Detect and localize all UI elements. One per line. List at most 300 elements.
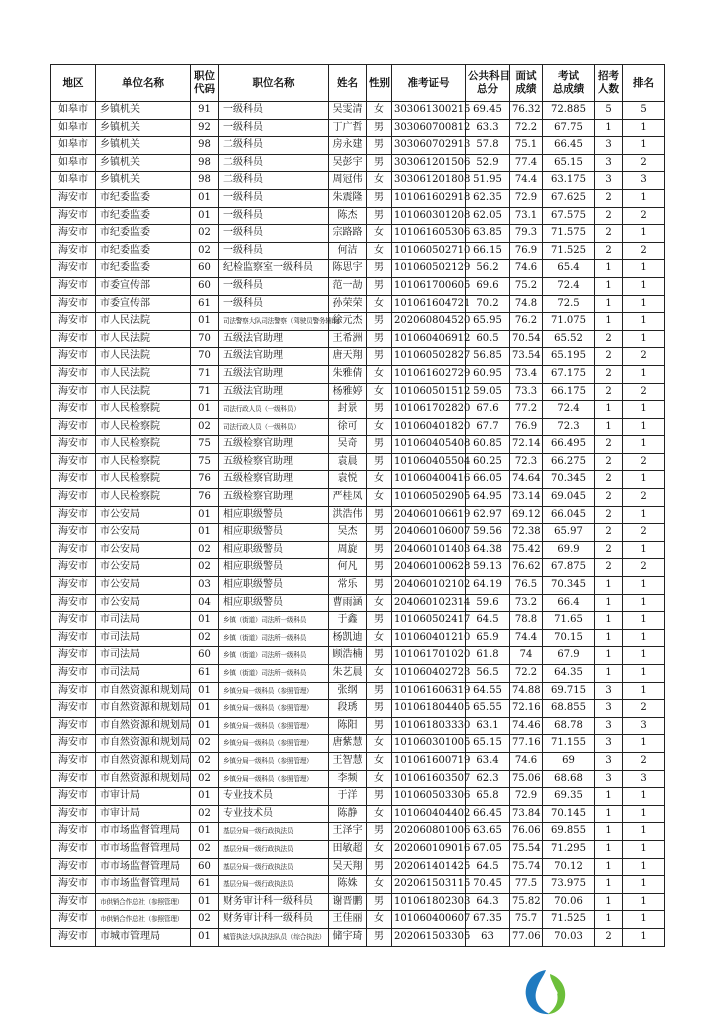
cell-interview-score: 75.06 [510, 770, 543, 788]
column-header-text: 准考证号 [407, 76, 450, 89]
cell-total-score: 70.145 [543, 805, 595, 823]
cell-rank: 1 [623, 119, 665, 137]
cell-quota: 2 [595, 559, 623, 577]
cell-position-code: 02 [191, 242, 219, 260]
cell-candidate-name: 严桂凤 [329, 489, 367, 507]
cell-position-code: 01 [191, 788, 219, 806]
cell-unit-name: 市审计局 [96, 788, 191, 806]
cell-position-name: 一级科员 [219, 277, 329, 295]
cell-region: 海安市 [51, 893, 96, 911]
cell-total-score: 70.15 [543, 629, 595, 647]
cell-rank: 1 [623, 313, 665, 331]
cell-region: 海安市 [51, 823, 96, 841]
score-table [50, 64, 665, 947]
cell-position-name: 乡镇（街道）司法所一级科员 [219, 665, 329, 683]
cell-written-score: 64.5 [466, 612, 510, 630]
cell-region: 海安市 [51, 629, 96, 647]
cell-written-score: 64.38 [466, 541, 510, 559]
cell-candidate-name: 吴天翔 [329, 858, 367, 876]
cell-exam-number: 101061700605 [392, 277, 466, 295]
cell-quota: 3 [595, 154, 623, 172]
cell-interview-score: 72.16 [510, 700, 543, 718]
cell-quota: 2 [595, 436, 623, 454]
column-header-text: 考试 [558, 70, 579, 82]
cell-unit-name: 市委宣传部 [96, 277, 191, 295]
cell-quota: 3 [595, 717, 623, 735]
cell-total-score: 69.045 [543, 489, 595, 507]
cell-gender: 男 [367, 330, 392, 348]
cell-candidate-name: 朱雅倩 [329, 365, 367, 383]
cell-unit-name: 市自然资源和规划局 [96, 735, 191, 753]
cell-exam-number: 101060502827 [392, 348, 466, 366]
column-header [219, 65, 329, 102]
cell-rank: 1 [623, 506, 665, 524]
cell-gender: 男 [367, 524, 392, 542]
cell-quota: 2 [595, 489, 623, 507]
cell-total-score: 63.175 [543, 172, 595, 190]
cell-written-score: 64.3 [466, 893, 510, 911]
cell-rank: 1 [623, 225, 665, 243]
cell-exam-number: 101060502129 [392, 260, 466, 278]
cell-candidate-name: 陈静 [329, 805, 367, 823]
cell-total-score: 71.575 [543, 225, 595, 243]
cell-exam-number: 204060106619 [392, 506, 466, 524]
cell-position-name: 基层分局一级行政执法员 [219, 840, 329, 858]
cell-region: 海安市 [51, 805, 96, 823]
cell-quota: 1 [595, 277, 623, 295]
cell-region: 海安市 [51, 260, 96, 278]
cell-region: 海安市 [51, 541, 96, 559]
cell-rank: 1 [623, 911, 665, 929]
cell-interview-score: 73.1 [510, 207, 543, 225]
cell-interview-score: 73.84 [510, 805, 543, 823]
cell-unit-name: 市纪委监委 [96, 242, 191, 260]
cell-gender: 男 [367, 858, 392, 876]
cell-position-name: 相应职级警员 [219, 506, 329, 524]
cell-position-name: 乡镇分局一级科员（参照管理） [219, 752, 329, 770]
cell-total-score: 66.175 [543, 383, 595, 401]
cell-written-score: 60.5 [466, 330, 510, 348]
cell-interview-score: 77.16 [510, 735, 543, 753]
column-header-text: 排名 [633, 76, 654, 89]
cell-rank: 1 [623, 665, 665, 683]
cell-interview-score: 76.9 [510, 242, 543, 260]
cell-rank: 1 [623, 876, 665, 894]
cell-rank: 1 [623, 735, 665, 753]
cell-unit-name: 市纪委监委 [96, 189, 191, 207]
cell-written-score: 69.45 [466, 102, 510, 120]
cell-region: 海安市 [51, 489, 96, 507]
cell-exam-number: 101061802303 [392, 893, 466, 911]
cell-gender: 男 [367, 577, 392, 595]
cell-candidate-name: 谢晋鹏 [329, 893, 367, 911]
cell-position-name: 五级法官助理 [219, 348, 329, 366]
cell-position-code: 01 [191, 524, 219, 542]
table-row [51, 752, 665, 770]
cell-candidate-name: 丁广哲 [329, 119, 367, 137]
cell-unit-name: 市委宣传部 [96, 295, 191, 313]
column-header-text: 招考 [598, 70, 619, 82]
cell-position-code: 75 [191, 436, 219, 454]
column-header-text: 地区 [62, 76, 84, 89]
cell-region: 海安市 [51, 189, 96, 207]
table-row [51, 365, 665, 383]
cell-gender: 男 [367, 207, 392, 225]
cell-gender: 男 [367, 506, 392, 524]
cell-unit-name: 市人民法院 [96, 383, 191, 401]
cell-gender: 女 [367, 911, 392, 929]
cell-written-score: 62.35 [466, 189, 510, 207]
cell-region: 海安市 [51, 453, 96, 471]
cell-written-score: 63.85 [466, 225, 510, 243]
cell-position-name: 一级科员 [219, 119, 329, 137]
cell-written-score: 65.8 [466, 788, 510, 806]
cell-candidate-name: 房永建 [329, 137, 367, 155]
cell-rank: 1 [623, 418, 665, 436]
cell-rank: 1 [623, 277, 665, 295]
cell-position-code: 60 [191, 260, 219, 278]
cell-position-name: 一级科员 [219, 295, 329, 313]
table-row [51, 453, 665, 471]
cell-gender: 男 [367, 788, 392, 806]
cell-written-score: 63.4 [466, 752, 510, 770]
cell-total-score: 73.975 [543, 876, 595, 894]
cell-total-score: 71.155 [543, 735, 595, 753]
cell-position-name: 相应职级警员 [219, 541, 329, 559]
cell-position-code: 61 [191, 876, 219, 894]
cell-position-code: 98 [191, 137, 219, 155]
cell-region: 海安市 [51, 840, 96, 858]
cell-interview-score: 76.06 [510, 823, 543, 841]
column-header [329, 65, 367, 102]
cell-total-score: 65.97 [543, 524, 595, 542]
cell-written-score: 60.95 [466, 365, 510, 383]
cell-position-code: 61 [191, 295, 219, 313]
cell-position-code: 01 [191, 506, 219, 524]
cell-interview-score: 74.8 [510, 295, 543, 313]
cell-written-score: 62.97 [466, 506, 510, 524]
score-document [50, 64, 664, 947]
table-row [51, 770, 665, 788]
cell-total-score: 69.855 [543, 823, 595, 841]
cell-total-score: 67.9 [543, 647, 595, 665]
cell-rank: 1 [623, 594, 665, 612]
cell-exam-number: 101061803330 [392, 717, 466, 735]
cell-region: 海安市 [51, 752, 96, 770]
cell-position-code: 02 [191, 735, 219, 753]
cell-unit-name: 乡镇机关 [96, 154, 191, 172]
cell-gender: 女 [367, 735, 392, 753]
cell-position-code: 02 [191, 752, 219, 770]
cell-rank: 2 [623, 154, 665, 172]
cell-region: 海安市 [51, 471, 96, 489]
cell-exam-number: 101060502905 [392, 489, 466, 507]
cell-position-name: 五级法官助理 [219, 330, 329, 348]
cell-interview-score: 72.14 [510, 436, 543, 454]
cell-interview-score: 77.06 [510, 928, 543, 946]
cell-region: 海安市 [51, 506, 96, 524]
table-row [51, 119, 665, 137]
table-row [51, 277, 665, 295]
cell-region: 海安市 [51, 207, 96, 225]
cell-exam-number: 202061401425 [392, 858, 466, 876]
cell-position-code: 60 [191, 277, 219, 295]
cell-candidate-name: 范一劼 [329, 277, 367, 295]
cell-region: 海安市 [51, 401, 96, 419]
cell-unit-name: 市司法局 [96, 629, 191, 647]
cell-exam-number: 101060404402 [392, 805, 466, 823]
cell-rank: 2 [623, 383, 665, 401]
cell-written-score: 59.05 [466, 383, 510, 401]
cell-quota: 2 [595, 330, 623, 348]
cell-unit-name: 市司法局 [96, 665, 191, 683]
cell-region: 海安市 [51, 788, 96, 806]
cell-position-code: 60 [191, 858, 219, 876]
cell-candidate-name: 田敏超 [329, 840, 367, 858]
cell-interview-score: 73.3 [510, 383, 543, 401]
cell-region: 海安市 [51, 348, 96, 366]
cell-rank: 1 [623, 788, 665, 806]
column-header-text: 人数 [598, 83, 619, 95]
cell-position-name: 二级科员 [219, 154, 329, 172]
cell-rank: 1 [623, 629, 665, 647]
cell-candidate-name: 吴雯清 [329, 102, 367, 120]
cell-position-code: 01 [191, 823, 219, 841]
cell-quota: 2 [595, 242, 623, 260]
cell-rank: 2 [623, 489, 665, 507]
table-row [51, 840, 665, 858]
cell-total-score: 65.15 [543, 154, 595, 172]
cell-position-code: 01 [191, 700, 219, 718]
cell-region: 海安市 [51, 242, 96, 260]
cell-position-name: 司法行政人员（一级科员） [219, 401, 329, 419]
cell-quota: 1 [595, 840, 623, 858]
cell-interview-score: 76.5 [510, 577, 543, 595]
column-header [191, 65, 219, 102]
cell-interview-score: 74.88 [510, 682, 543, 700]
cell-exam-number: 101061603507 [392, 770, 466, 788]
cell-position-name: 五级法官助理 [219, 383, 329, 401]
table-row [51, 471, 665, 489]
cell-written-score: 64.55 [466, 682, 510, 700]
cell-rank: 2 [623, 700, 665, 718]
cell-written-score: 59.6 [466, 594, 510, 612]
cell-position-code: 01 [191, 401, 219, 419]
cell-quota: 3 [595, 172, 623, 190]
cell-position-code: 02 [191, 911, 219, 929]
table-row [51, 489, 665, 507]
cell-rank: 1 [623, 189, 665, 207]
cell-interview-score: 74.6 [510, 260, 543, 278]
table-row [51, 541, 665, 559]
cell-position-code: 01 [191, 682, 219, 700]
cell-rank: 3 [623, 770, 665, 788]
cell-unit-name: 市人民法院 [96, 330, 191, 348]
cell-gender: 男 [367, 436, 392, 454]
cell-position-code: 01 [191, 717, 219, 735]
cell-rank: 2 [623, 752, 665, 770]
cell-quota: 3 [595, 137, 623, 155]
cell-exam-number: 202061503115 [392, 876, 466, 894]
cell-candidate-name: 陈阳 [329, 717, 367, 735]
table-row [51, 735, 665, 753]
cell-interview-score: 75.1 [510, 137, 543, 155]
cell-unit-name: 市供销合作总社（参照管理） [96, 911, 191, 929]
cell-position-name: 基层分局一级行政执法员 [219, 823, 329, 841]
cell-exam-number: 101060501512 [392, 383, 466, 401]
cell-rank: 3 [623, 717, 665, 735]
column-header [392, 65, 466, 102]
cell-position-name: 基层分局一级行政执法员 [219, 858, 329, 876]
cell-total-score: 66.495 [543, 436, 595, 454]
cell-gender: 男 [367, 119, 392, 137]
table-row [51, 594, 665, 612]
cell-gender: 女 [367, 489, 392, 507]
cell-gender: 男 [367, 823, 392, 841]
cell-candidate-name: 段琇 [329, 700, 367, 718]
cell-interview-score: 75.2 [510, 277, 543, 295]
cell-position-code: 02 [191, 225, 219, 243]
cell-written-score: 62.3 [466, 770, 510, 788]
cell-exam-number: 101061702820 [392, 401, 466, 419]
table-row [51, 911, 665, 929]
table-row [51, 876, 665, 894]
cell-total-score: 67.575 [543, 207, 595, 225]
cell-total-score: 70.06 [543, 893, 595, 911]
cell-interview-score: 69.12 [510, 506, 543, 524]
cell-quota: 1 [595, 295, 623, 313]
cell-unit-name: 乡镇机关 [96, 172, 191, 190]
table-row [51, 137, 665, 155]
cell-interview-score: 76.62 [510, 559, 543, 577]
cell-interview-score: 72.9 [510, 788, 543, 806]
cell-region: 如皋市 [51, 119, 96, 137]
cell-total-score: 69.9 [543, 541, 595, 559]
column-header-text: 性别 [369, 76, 390, 89]
cell-exam-number: 204060102314 [392, 594, 466, 612]
cell-interview-score: 74.46 [510, 717, 543, 735]
cell-unit-name: 市人民检察院 [96, 401, 191, 419]
cell-interview-score: 74.4 [510, 629, 543, 647]
cell-region: 海安市 [51, 436, 96, 454]
cell-position-code: 02 [191, 629, 219, 647]
cell-region: 海安市 [51, 418, 96, 436]
cell-total-score: 72.4 [543, 401, 595, 419]
cell-gender: 男 [367, 541, 392, 559]
cell-exam-number: 101061701020 [392, 647, 466, 665]
cell-position-code: 02 [191, 770, 219, 788]
cell-interview-score: 72.2 [510, 665, 543, 683]
cell-total-score: 65.195 [543, 348, 595, 366]
cell-quota: 3 [595, 752, 623, 770]
cell-written-score: 56.5 [466, 665, 510, 683]
table-row [51, 612, 665, 630]
column-header-text: 公共科目 [468, 70, 510, 82]
cell-interview-score: 74.6 [510, 752, 543, 770]
cell-quota: 1 [595, 805, 623, 823]
table-row [51, 682, 665, 700]
cell-written-score: 63.3 [466, 119, 510, 137]
cell-rank: 2 [623, 242, 665, 260]
cell-candidate-name: 朱震隆 [329, 189, 367, 207]
cell-rank: 3 [623, 172, 665, 190]
cell-written-score: 67.6 [466, 401, 510, 419]
cell-written-score: 57.8 [466, 137, 510, 155]
cell-quota: 2 [595, 928, 623, 946]
cell-gender: 男 [367, 348, 392, 366]
cell-unit-name: 市城市管理局 [96, 928, 191, 946]
cell-region: 海安市 [51, 911, 96, 929]
cell-unit-name: 市自然资源和规划局 [96, 752, 191, 770]
cell-total-score: 72.3 [543, 418, 595, 436]
cell-rank: 1 [623, 401, 665, 419]
cell-rank: 1 [623, 137, 665, 155]
cell-unit-name: 市市场监督管理局 [96, 840, 191, 858]
table-row [51, 436, 665, 454]
cell-interview-score: 75.74 [510, 858, 543, 876]
cell-total-score: 68.78 [543, 717, 595, 735]
cell-quota: 3 [595, 682, 623, 700]
cell-written-score: 63.65 [466, 823, 510, 841]
cell-region: 如皋市 [51, 154, 96, 172]
cell-unit-name: 市公安局 [96, 524, 191, 542]
cell-unit-name: 市市场监督管理局 [96, 823, 191, 841]
cell-position-code: 02 [191, 418, 219, 436]
cell-interview-score: 79.3 [510, 225, 543, 243]
cell-written-score: 52.9 [466, 154, 510, 172]
cell-candidate-name: 于洋 [329, 788, 367, 806]
cell-exam-number: 303060700812 [392, 119, 466, 137]
cell-unit-name: 市市场监督管理局 [96, 858, 191, 876]
cell-candidate-name: 徐元杰 [329, 313, 367, 331]
cell-gender: 女 [367, 102, 392, 120]
cell-position-name: 乡镇分局一级科员（参照管理） [219, 735, 329, 753]
cell-interview-score: 74.4 [510, 172, 543, 190]
cell-position-code: 92 [191, 119, 219, 137]
cell-region: 海安市 [51, 682, 96, 700]
cell-total-score: 71.075 [543, 313, 595, 331]
cell-unit-name: 乡镇机关 [96, 102, 191, 120]
cell-written-score: 65.95 [466, 313, 510, 331]
cell-exam-number: 204060101403 [392, 541, 466, 559]
cell-position-name: 司法行政人员（一级科员） [219, 418, 329, 436]
cell-quota: 1 [595, 612, 623, 630]
cell-rank: 2 [623, 559, 665, 577]
cell-region: 海安市 [51, 313, 96, 331]
cell-quota: 1 [595, 629, 623, 647]
cell-candidate-name: 王佳丽 [329, 911, 367, 929]
cell-exam-number: 101060400607 [392, 911, 466, 929]
cell-unit-name: 市纪委监委 [96, 207, 191, 225]
cell-region: 海安市 [51, 559, 96, 577]
cell-exam-number: 303060702913 [392, 137, 466, 155]
cell-unit-name: 市自然资源和规划局 [96, 700, 191, 718]
cell-exam-number: 101060401820 [392, 418, 466, 436]
cell-region: 海安市 [51, 717, 96, 735]
cell-region: 海安市 [51, 665, 96, 683]
table-row [51, 260, 665, 278]
cell-position-code: 71 [191, 383, 219, 401]
cell-candidate-name: 储宇琦 [329, 928, 367, 946]
cell-candidate-name: 杨雅婷 [329, 383, 367, 401]
cell-interview-score: 70.54 [510, 330, 543, 348]
cell-quota: 1 [595, 665, 623, 683]
column-header-text: 面试 [515, 70, 537, 82]
table-row [51, 348, 665, 366]
cell-interview-score: 76.32 [510, 102, 543, 120]
cell-candidate-name: 陈思宇 [329, 260, 367, 278]
cell-quota: 1 [595, 876, 623, 894]
